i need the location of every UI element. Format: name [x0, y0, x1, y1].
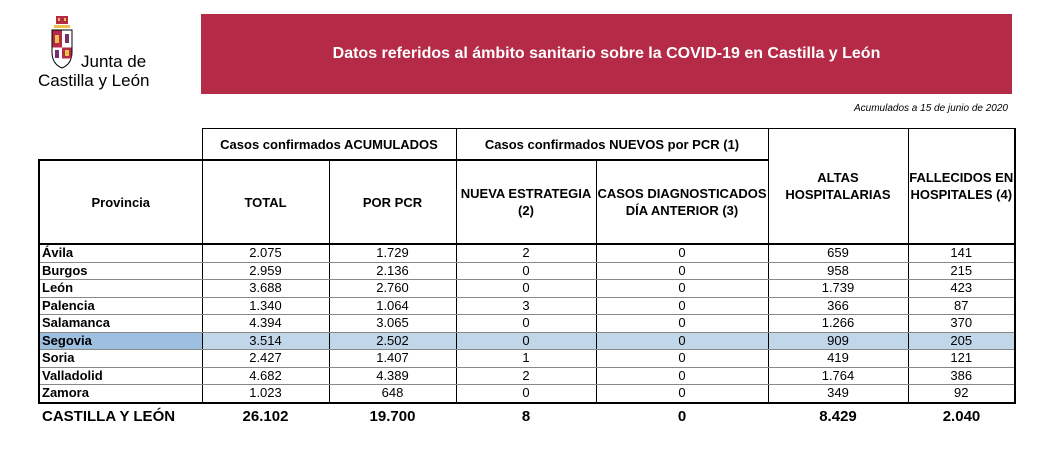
logo-text-line2: Castilla y León — [38, 71, 150, 90]
table-row — [39, 297, 1015, 315]
cell-fallecidos: 92 — [908, 385, 1015, 403]
cell-nueva: 0 — [456, 262, 596, 280]
cell-altas: 1.266 — [768, 315, 908, 333]
cell-altas: 349 — [768, 385, 908, 403]
cell-fallecidos: 141 — [908, 244, 1015, 262]
cell-provincia: León — [39, 280, 202, 298]
cell-total: 2.075 — [202, 244, 329, 262]
col-header-casos-diagnosticados: CASOS DIAGNOSTICADOS DÍA ANTERIOR (3) — [596, 160, 768, 244]
covid-data-table — [38, 128, 1016, 430]
total-cell-por-pcr: 19.700 — [369, 408, 416, 425]
cell-por-pcr: 2.760 — [329, 280, 456, 298]
cell-nueva: 0 — [456, 280, 596, 298]
total-row — [39, 403, 1015, 430]
col-header-por-pcr: POR PCR — [329, 160, 456, 244]
col-header-nueva-estrategia: NUEVA ESTRATEGIA (2) — [456, 160, 596, 244]
cell-por-pcr: 1.064 — [329, 297, 456, 315]
cell-nueva: 1 — [456, 350, 596, 368]
cell-total: 1.340 — [202, 297, 329, 315]
cell-altas: 1.764 — [768, 367, 908, 385]
cell-fallecidos: 423 — [908, 280, 1015, 298]
cell-provincia: Valladolid — [39, 367, 202, 385]
cell-provincia: Zamora — [39, 385, 202, 403]
cell-diag: 0 — [596, 385, 768, 403]
cell-altas: 958 — [768, 262, 908, 280]
cell-total: 4.394 — [202, 315, 329, 333]
group-header-acumulados: Casos confirmados ACUMULADOS — [202, 129, 456, 161]
cell-nueva: 0 — [456, 385, 596, 403]
cell-diag: 0 — [596, 280, 768, 298]
title-banner — [201, 14, 1012, 94]
cell-nueva: 2 — [456, 244, 596, 262]
total-cell-fallecidos: 2.040 — [942, 408, 981, 425]
cell-nueva: 0 — [456, 315, 596, 333]
table-corner — [39, 129, 202, 161]
cell-nueva: 0 — [456, 332, 596, 350]
cell-diag: 0 — [596, 350, 768, 368]
coat-of-arms-icon — [50, 16, 74, 72]
cell-total: 3.688 — [202, 280, 329, 298]
cell-diag: 0 — [596, 297, 768, 315]
cell-diag: 0 — [596, 332, 768, 350]
cell-por-pcr: 1.729 — [329, 244, 456, 262]
table-row — [39, 350, 1015, 368]
col-header-fallecidos: FALLECIDOS EN HOSPITALES (4) — [908, 129, 1015, 245]
cell-total: 2.427 — [202, 350, 329, 368]
cell-diag: 0 — [596, 244, 768, 262]
cell-fallecidos: 121 — [908, 350, 1015, 368]
cell-altas: 366 — [768, 297, 908, 315]
logo-text-line1: Junta de — [81, 52, 147, 71]
total-cell-altas: 8.429 — [819, 408, 857, 425]
cell-por-pcr: 3.065 — [329, 315, 456, 333]
cell-diag: 0 — [596, 367, 768, 385]
total-cell-nueva: 8 — [521, 408, 531, 425]
cell-nueva: 3 — [456, 297, 596, 315]
cell-total: 1.023 — [202, 385, 329, 403]
cell-fallecidos: 205 — [908, 332, 1015, 350]
table-row — [39, 385, 1015, 403]
cell-provincia: Palencia — [39, 297, 202, 315]
cell-por-pcr: 2.502 — [329, 332, 456, 350]
cell-fallecidos: 87 — [908, 297, 1015, 315]
cell-fallecidos: 215 — [908, 262, 1015, 280]
table-row — [39, 280, 1015, 298]
group-header-nuevos: Casos confirmados NUEVOS por PCR (1) — [456, 129, 768, 161]
col-header-altas: ALTAS HOSPITALARIAS — [768, 129, 908, 245]
table-row — [39, 332, 1015, 350]
cell-por-pcr: 1.407 — [329, 350, 456, 368]
cell-total: 2.959 — [202, 262, 329, 280]
junta-logo — [38, 16, 188, 96]
cell-por-pcr: 648 — [329, 385, 456, 403]
total-label: CASTILLA Y LEÓN — [42, 408, 176, 425]
page-title: Datos referidos al ámbito sanitario sobre la COVID-19 en Castilla y León — [332, 45, 881, 62]
cell-total: 3.514 — [202, 332, 329, 350]
cell-por-pcr: 4.389 — [329, 367, 456, 385]
cell-diag: 0 — [596, 315, 768, 333]
date-note: Acumulados a 15 de junio de 2020 — [853, 103, 1008, 114]
cell-provincia: Salamanca — [39, 315, 202, 333]
total-cell-diag: 0 — [677, 408, 687, 425]
col-header-total: TOTAL — [202, 160, 329, 244]
cell-altas: 1.739 — [768, 280, 908, 298]
cell-total: 4.682 — [202, 367, 329, 385]
cell-altas: 909 — [768, 332, 908, 350]
table-row — [39, 367, 1015, 385]
cell-altas: 659 — [768, 244, 908, 262]
cell-provincia: Soria — [39, 350, 202, 368]
cell-provincia: Segovia — [39, 332, 202, 350]
table-row — [39, 262, 1015, 280]
cell-nueva: 2 — [456, 367, 596, 385]
cell-fallecidos: 386 — [908, 367, 1015, 385]
table-row — [39, 315, 1015, 333]
table-row — [39, 244, 1015, 262]
cell-fallecidos: 370 — [908, 315, 1015, 333]
cell-altas: 419 — [768, 350, 908, 368]
col-header-provincia: Provincia — [39, 160, 202, 244]
cell-diag: 0 — [596, 262, 768, 280]
cell-provincia: Burgos — [39, 262, 202, 280]
total-cell-total: 26.102 — [242, 408, 289, 425]
cell-provincia: Ávila — [39, 244, 202, 262]
cell-por-pcr: 2.136 — [329, 262, 456, 280]
